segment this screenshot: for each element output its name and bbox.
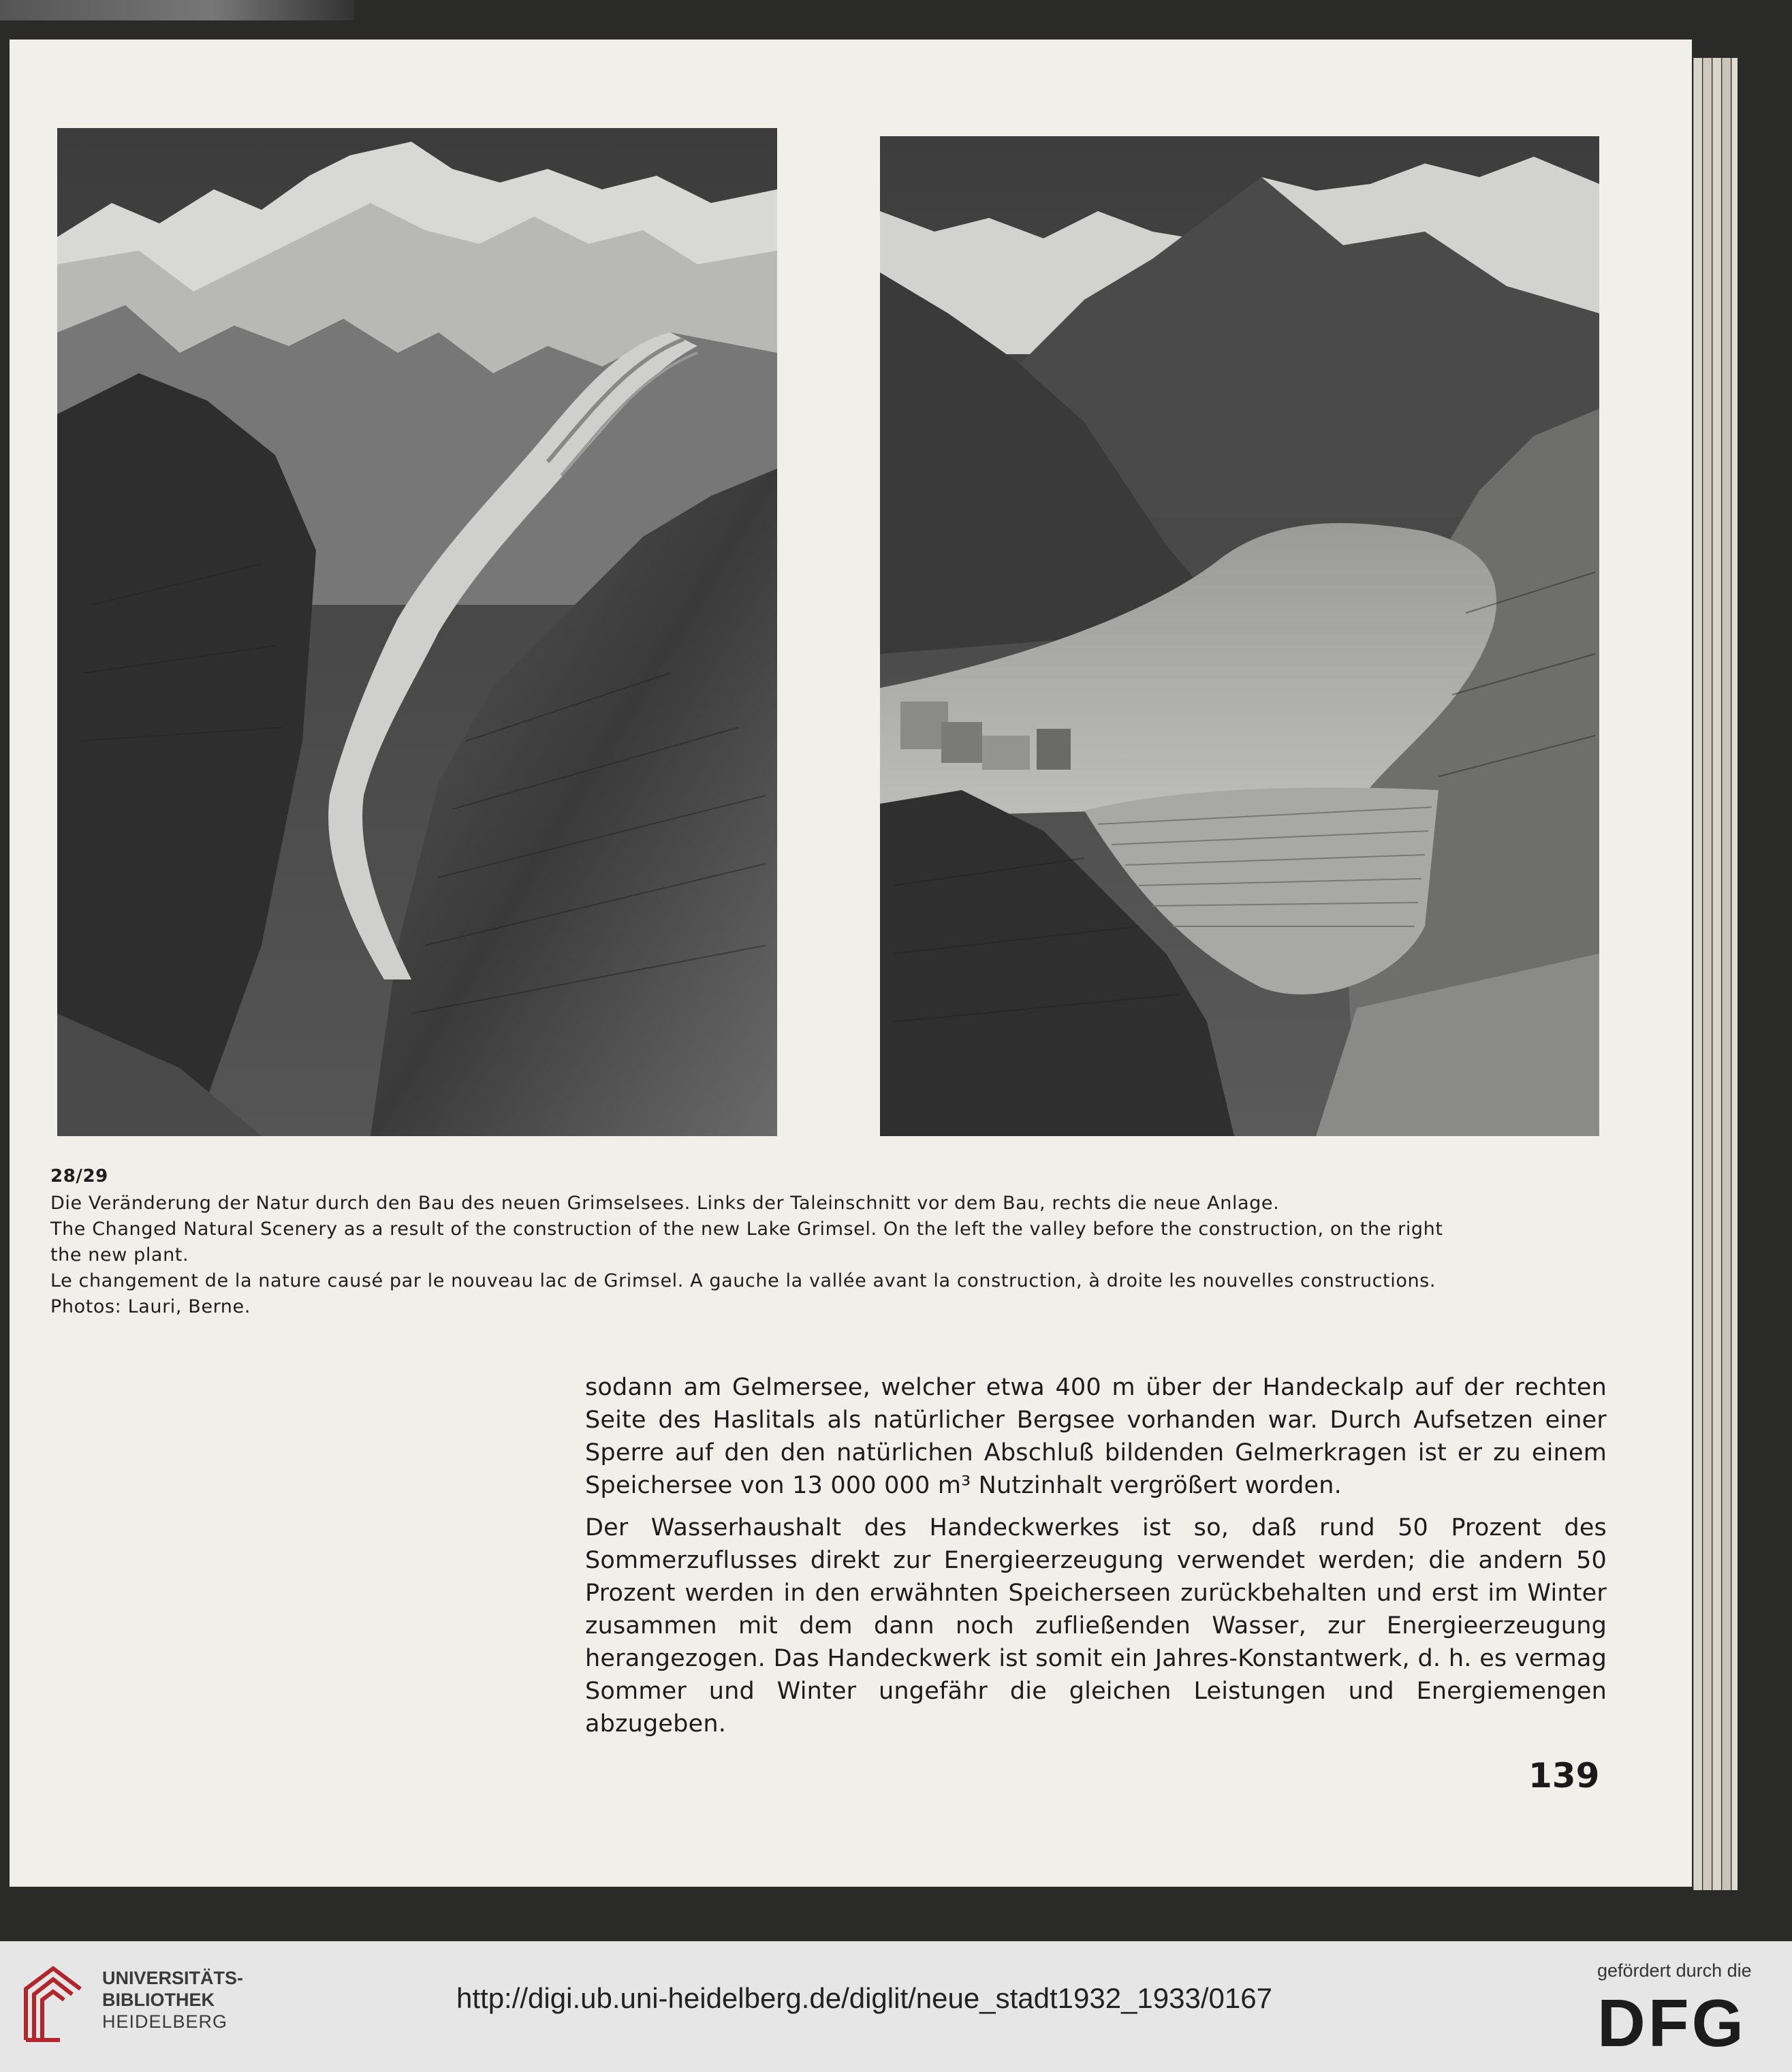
heidelberg-library-logo-icon [19, 1962, 84, 2043]
dfg-logo: DFG [1597, 1985, 1746, 2060]
source-url[interactable]: http://digi.ub.uni-heidelberg.de/diglit/neue_stadt1932_1933/0167 [456, 1982, 1272, 2014]
library-name-line1: UNIVERSITÄTS- [102, 1968, 244, 1988]
book-page [10, 40, 1692, 1887]
grimsel-dam-photo [880, 136, 1599, 1136]
page-edge [1693, 58, 1702, 1890]
funding-text: gefördert durch die [1597, 1960, 1752, 1981]
figure-number: 28/29 [50, 1166, 108, 1187]
library-name-line2: BIBLIOTHEK [102, 1990, 215, 2010]
body-paragraph-2: Der Wasserhaushalt des Handeckwerkes ist so, daß rund 50 Prozent des Sommerzuflusses direkt zur Energieerzeugung verwendet werden; die andern 50 Prozent werden in den erwähnten Speicherseen zurückbehalten und erst im Winter zusammen mit dem dann noch zufließenden Wasser, zur Energieerzeugung herangezogen. Das Handeckwerk ist somit ein Jahres-Konstantwerk, d. h. es vermag Sommer und Winter ungefähr die gleichen Leistungen und Energiemengen abzugeben. [585, 1514, 1607, 1738]
scan-top-strip [0, 0, 354, 20]
glacier-valley-photo [57, 128, 777, 1136]
caption-english-line2: the new plant. [50, 1244, 189, 1266]
library-name-line3: HEIDELBERG [102, 2011, 228, 2032]
caption-english-line1: The Changed Natural Scenery as a result of the construction of the new Lake Grimsel. On the left the valley before the construction, on the right [50, 1219, 1443, 1240]
page-edge [1731, 58, 1738, 1890]
glacier-valley-image [57, 128, 777, 1136]
figure-caption [50, 1163, 1610, 1320]
body-text [585, 1371, 1607, 1750]
page-number: 139 [1528, 1756, 1600, 1795]
caption-french: Le changement de la nature causé par le nouveau lac de Grimsel. A gauche la vallée avant la construction, à droite les nouvelles constructions. [50, 1270, 1436, 1291]
body-paragraph-1: sodann am Gelmersee, welcher etwa 400 m über der Handeckalp auf der rechten Seite des Haslitals als natürlicher Bergsee vorhanden war. Durch Aufsetzen einer Sperre auf den den natürlichen Abschluß bildenden Gelmerkragen ist er zu einem Speichersee von 13 000 000 m³ Nutzinhalt vergrößert worden. [585, 1374, 1607, 1499]
library-name [102, 1967, 243, 2032]
page-edge [1722, 58, 1731, 1890]
photo-credit: Photos: Lauri, Berne. [50, 1296, 251, 1317]
digitization-footer [0, 1941, 1792, 2072]
grimsel-dam-image [880, 136, 1599, 1136]
caption-german: Die Veränderung der Natur durch den Bau des neuen Grimselsees. Links der Taleinschnitt vor dem Bau, rechts die neue Anlage. [50, 1193, 1280, 1214]
page-edge [1703, 58, 1712, 1890]
page-edge [1712, 58, 1721, 1890]
